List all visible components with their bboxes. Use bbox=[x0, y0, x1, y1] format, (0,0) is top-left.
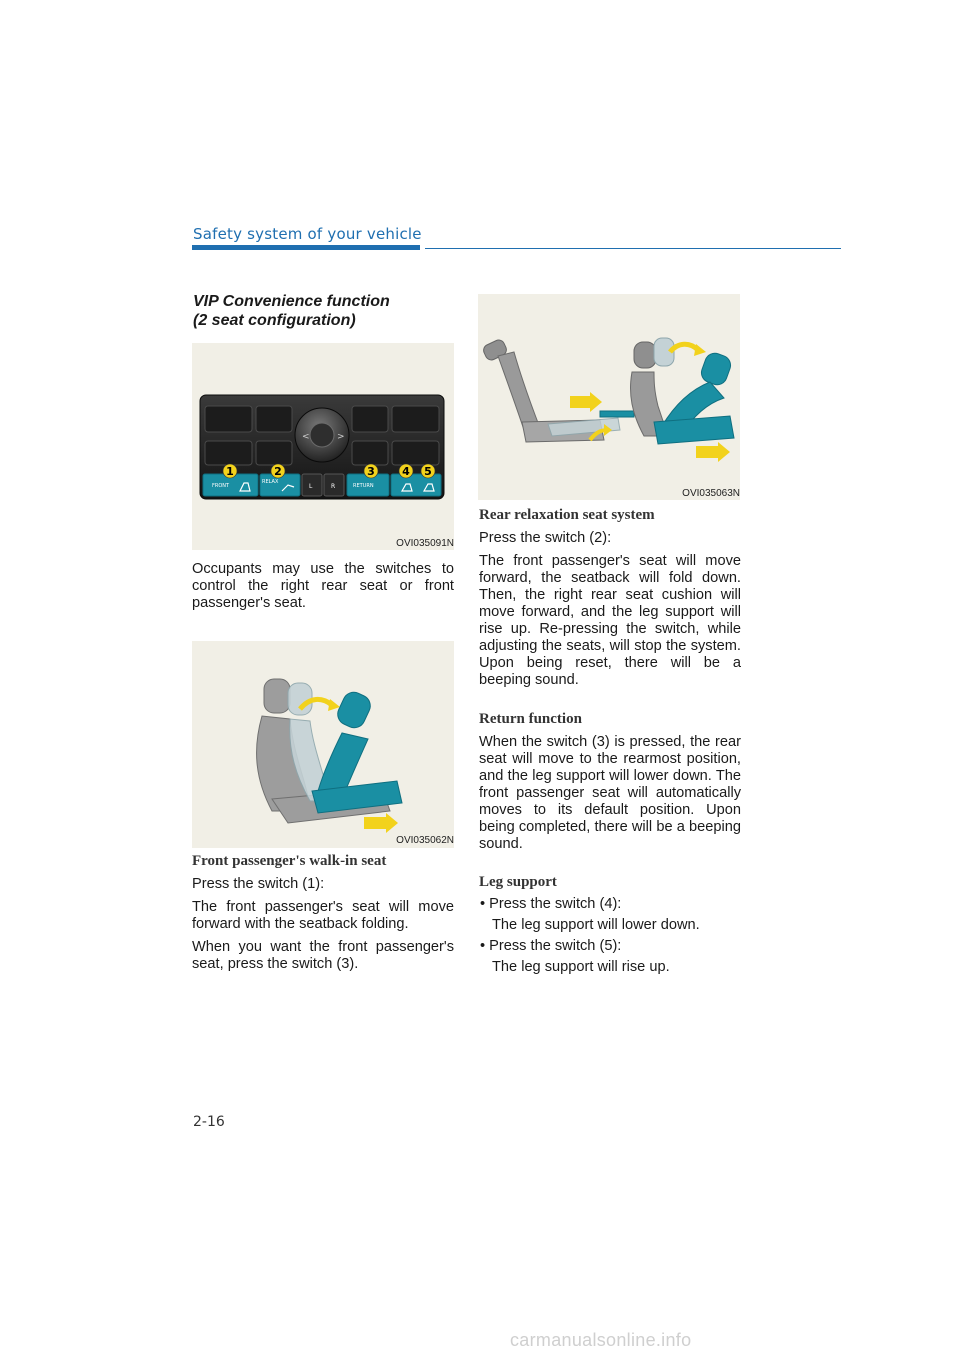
leg-item-2-detail: The leg support will rise up. bbox=[492, 959, 670, 975]
svg-text:>: > bbox=[337, 432, 345, 442]
return-text: When the switch (3) is pressed, the rear seat will move to the rearmost position, and the leg support will lower down. The front passenger seat will automatically moves to its default position. Upon being completed, there will be a beeping sound. bbox=[479, 734, 741, 852]
forward-arrow bbox=[364, 813, 398, 833]
front-button-label: FRONT bbox=[212, 483, 230, 489]
relaxation-seat-figure bbox=[478, 294, 740, 500]
curved-arrow bbox=[670, 344, 698, 352]
curved-arrow-head bbox=[694, 344, 706, 356]
walkin-heading: Front passenger's walk-in seat bbox=[192, 853, 387, 869]
watermark: carmanualsonline.info bbox=[510, 1330, 692, 1350]
l-button-label: L bbox=[309, 483, 313, 490]
svg-text:<: < bbox=[302, 432, 310, 442]
rear-seat bbox=[482, 338, 634, 442]
leg-support-list bbox=[479, 896, 741, 976]
panel-number-1: 1 bbox=[226, 465, 234, 478]
return-button-label: RETURN bbox=[353, 483, 374, 489]
relax-step-text: Press the switch (2): bbox=[479, 530, 612, 546]
front-seat bbox=[631, 338, 735, 444]
relax-result-text: The front passenger's seat will move forward, the seatback will fold down. Then, the right rear seat cushion will move forward, and the leg support will rise up. Re-pressing the switch, while adjusting the seats, will stop the system. Upon being reset, there will be a beeping sound. bbox=[479, 553, 741, 688]
walkin-seat-illustration bbox=[192, 641, 454, 848]
figure-code-walkin: OVI035062N bbox=[396, 835, 454, 846]
relax-paragraphs bbox=[479, 530, 741, 695]
section-title bbox=[193, 292, 463, 330]
walkin-result-text: The front passenger's seat will move forward with the seatback folding. bbox=[192, 899, 454, 932]
forward-arrow-front bbox=[696, 442, 730, 462]
section-title-line1: VIP Convenience function bbox=[193, 293, 390, 310]
seat-active bbox=[312, 689, 402, 813]
leg-item-1-detail: The leg support will lower down. bbox=[492, 917, 700, 933]
relax-heading: Rear relaxation seat system bbox=[479, 507, 655, 523]
section-title-line2: (2 seat configuration) bbox=[193, 312, 356, 329]
walkin-seat-figure bbox=[192, 641, 454, 848]
forward-arrow-rear bbox=[570, 392, 602, 412]
panel-number-2: 2 bbox=[274, 465, 282, 478]
panel-number-5: 5 bbox=[424, 465, 432, 478]
figure-code-relax: OVI035063N bbox=[682, 488, 740, 499]
panel-number-3: 3 bbox=[367, 465, 375, 478]
header-divider-line bbox=[425, 248, 841, 249]
control-panel-illustration bbox=[192, 343, 454, 550]
page-number: 2-16 bbox=[193, 1114, 225, 1130]
header-accent-bar bbox=[192, 245, 420, 250]
walkin-step-text: Press the switch (1): bbox=[192, 876, 325, 892]
r-button-label: R bbox=[331, 483, 336, 490]
figure-code-panel: OVI035091N bbox=[396, 538, 454, 549]
list-item bbox=[479, 896, 741, 934]
leg-item-1-bullet: • Press the switch (4): bbox=[480, 896, 622, 912]
leg-item-2-bullet: • Press the switch (5): bbox=[480, 938, 622, 954]
panel-number-4: 4 bbox=[402, 465, 410, 478]
list-item bbox=[479, 938, 741, 976]
relax-button-label: RELAX bbox=[262, 479, 279, 485]
relaxation-seat-illustration bbox=[478, 294, 740, 500]
intro-paragraph bbox=[192, 561, 454, 618]
return-heading: Return function bbox=[479, 711, 582, 727]
section-header-title: Safety system of your vehicle bbox=[193, 225, 422, 243]
return-paragraphs bbox=[479, 734, 741, 859]
walkin-paragraphs bbox=[192, 876, 454, 979]
control-panel-figure bbox=[192, 343, 454, 550]
leg-support-heading: Leg support bbox=[479, 874, 557, 890]
curved-arrow-head bbox=[328, 699, 340, 711]
intro-text: Occupants may use the switches to control the right rear seat or front passenger's seat. bbox=[192, 561, 454, 611]
walkin-return-text: When you want the front passenger's seat, press the switch (3). bbox=[192, 939, 454, 972]
